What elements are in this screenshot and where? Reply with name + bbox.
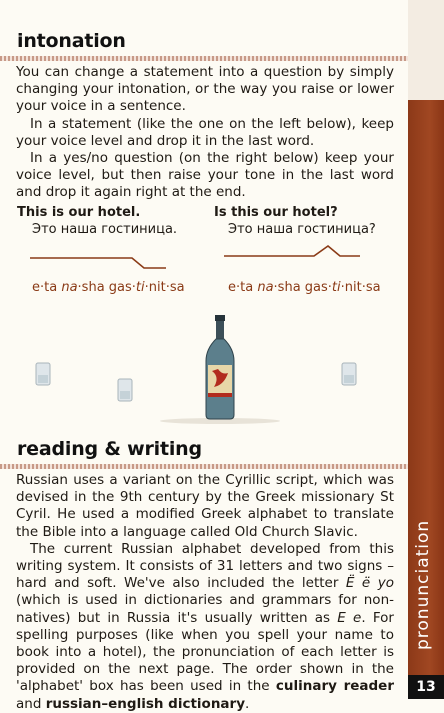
vodka-illustration [30,315,370,425]
bottle-icon [206,315,234,419]
dictionary-ref: russian–english dictionary [45,695,245,712]
glass-icon [118,379,132,401]
reading-writing-divider [0,464,408,469]
statement-english: This is our hotel. [17,205,141,220]
glass-icon [36,363,50,385]
reading-paragraph-2: The current Russian alphabet developed from this writing system. It consists of 31 letters and two signs – hard and soft. We've also included the letter Ё ё yo (which is used in dictionaries and grammars for non-natives) but in Russia it's usually written as Е е. For spelling purposes (like when you spell your name to book into a hotel), the pronunciation of each letter is provided on the next page. The order shown in the 'alphabet' box has been used in the culinary reader and russian–english dictionary. [16,540,394,712]
intonation-paragraph-1: You can change a statement into a question by simply changing your intonation, or the way you raise or lower your voice in a sentence. [16,64,394,115]
culinary-reader-ref: culinary reader [275,678,394,695]
intonation-text [16,64,394,202]
reading-writing-text [16,472,394,713]
statement-russian: Это наша гостиница. [32,222,178,237]
intonation-paragraph-2: In a statement (like the one on the left below), keep your voice level and drop it in the last word. [16,115,394,149]
intonation-paragraph-3: In a yes/no question (on the right below) keep your voice level, but then raise your tone in the last word and drop it again right at the end. [16,150,394,201]
reading-writing-heading: reading & writing [17,438,202,460]
statement-pronunciation: e·ta na·sha gas·ti·nit·sa [32,280,185,295]
glass-icon [342,363,356,385]
statement-intonation-line [28,250,168,274]
question-english: Is this our hotel? [214,205,338,220]
section-tab-top [408,0,444,100]
question-pronunciation: e·ta na·sha gas·ti·nit·sa [228,280,381,295]
letter-yo: Ё ё yo [345,575,394,592]
intonation-divider [0,56,408,61]
page-number: 13 [408,675,444,699]
question-russian: Это наша гостиница? [228,222,376,237]
intonation-heading: intonation [17,30,126,52]
reading-paragraph-1: Russian uses a variant on the Cyrillic script, which was devised in the 9th century by the Greek missionary St Cyril. He used a modified Greek alphabet to translate the Bible into a language called Old Church Slavic. [16,472,394,540]
letter-ye: Е е [337,609,362,626]
question-intonation-line [222,240,362,264]
